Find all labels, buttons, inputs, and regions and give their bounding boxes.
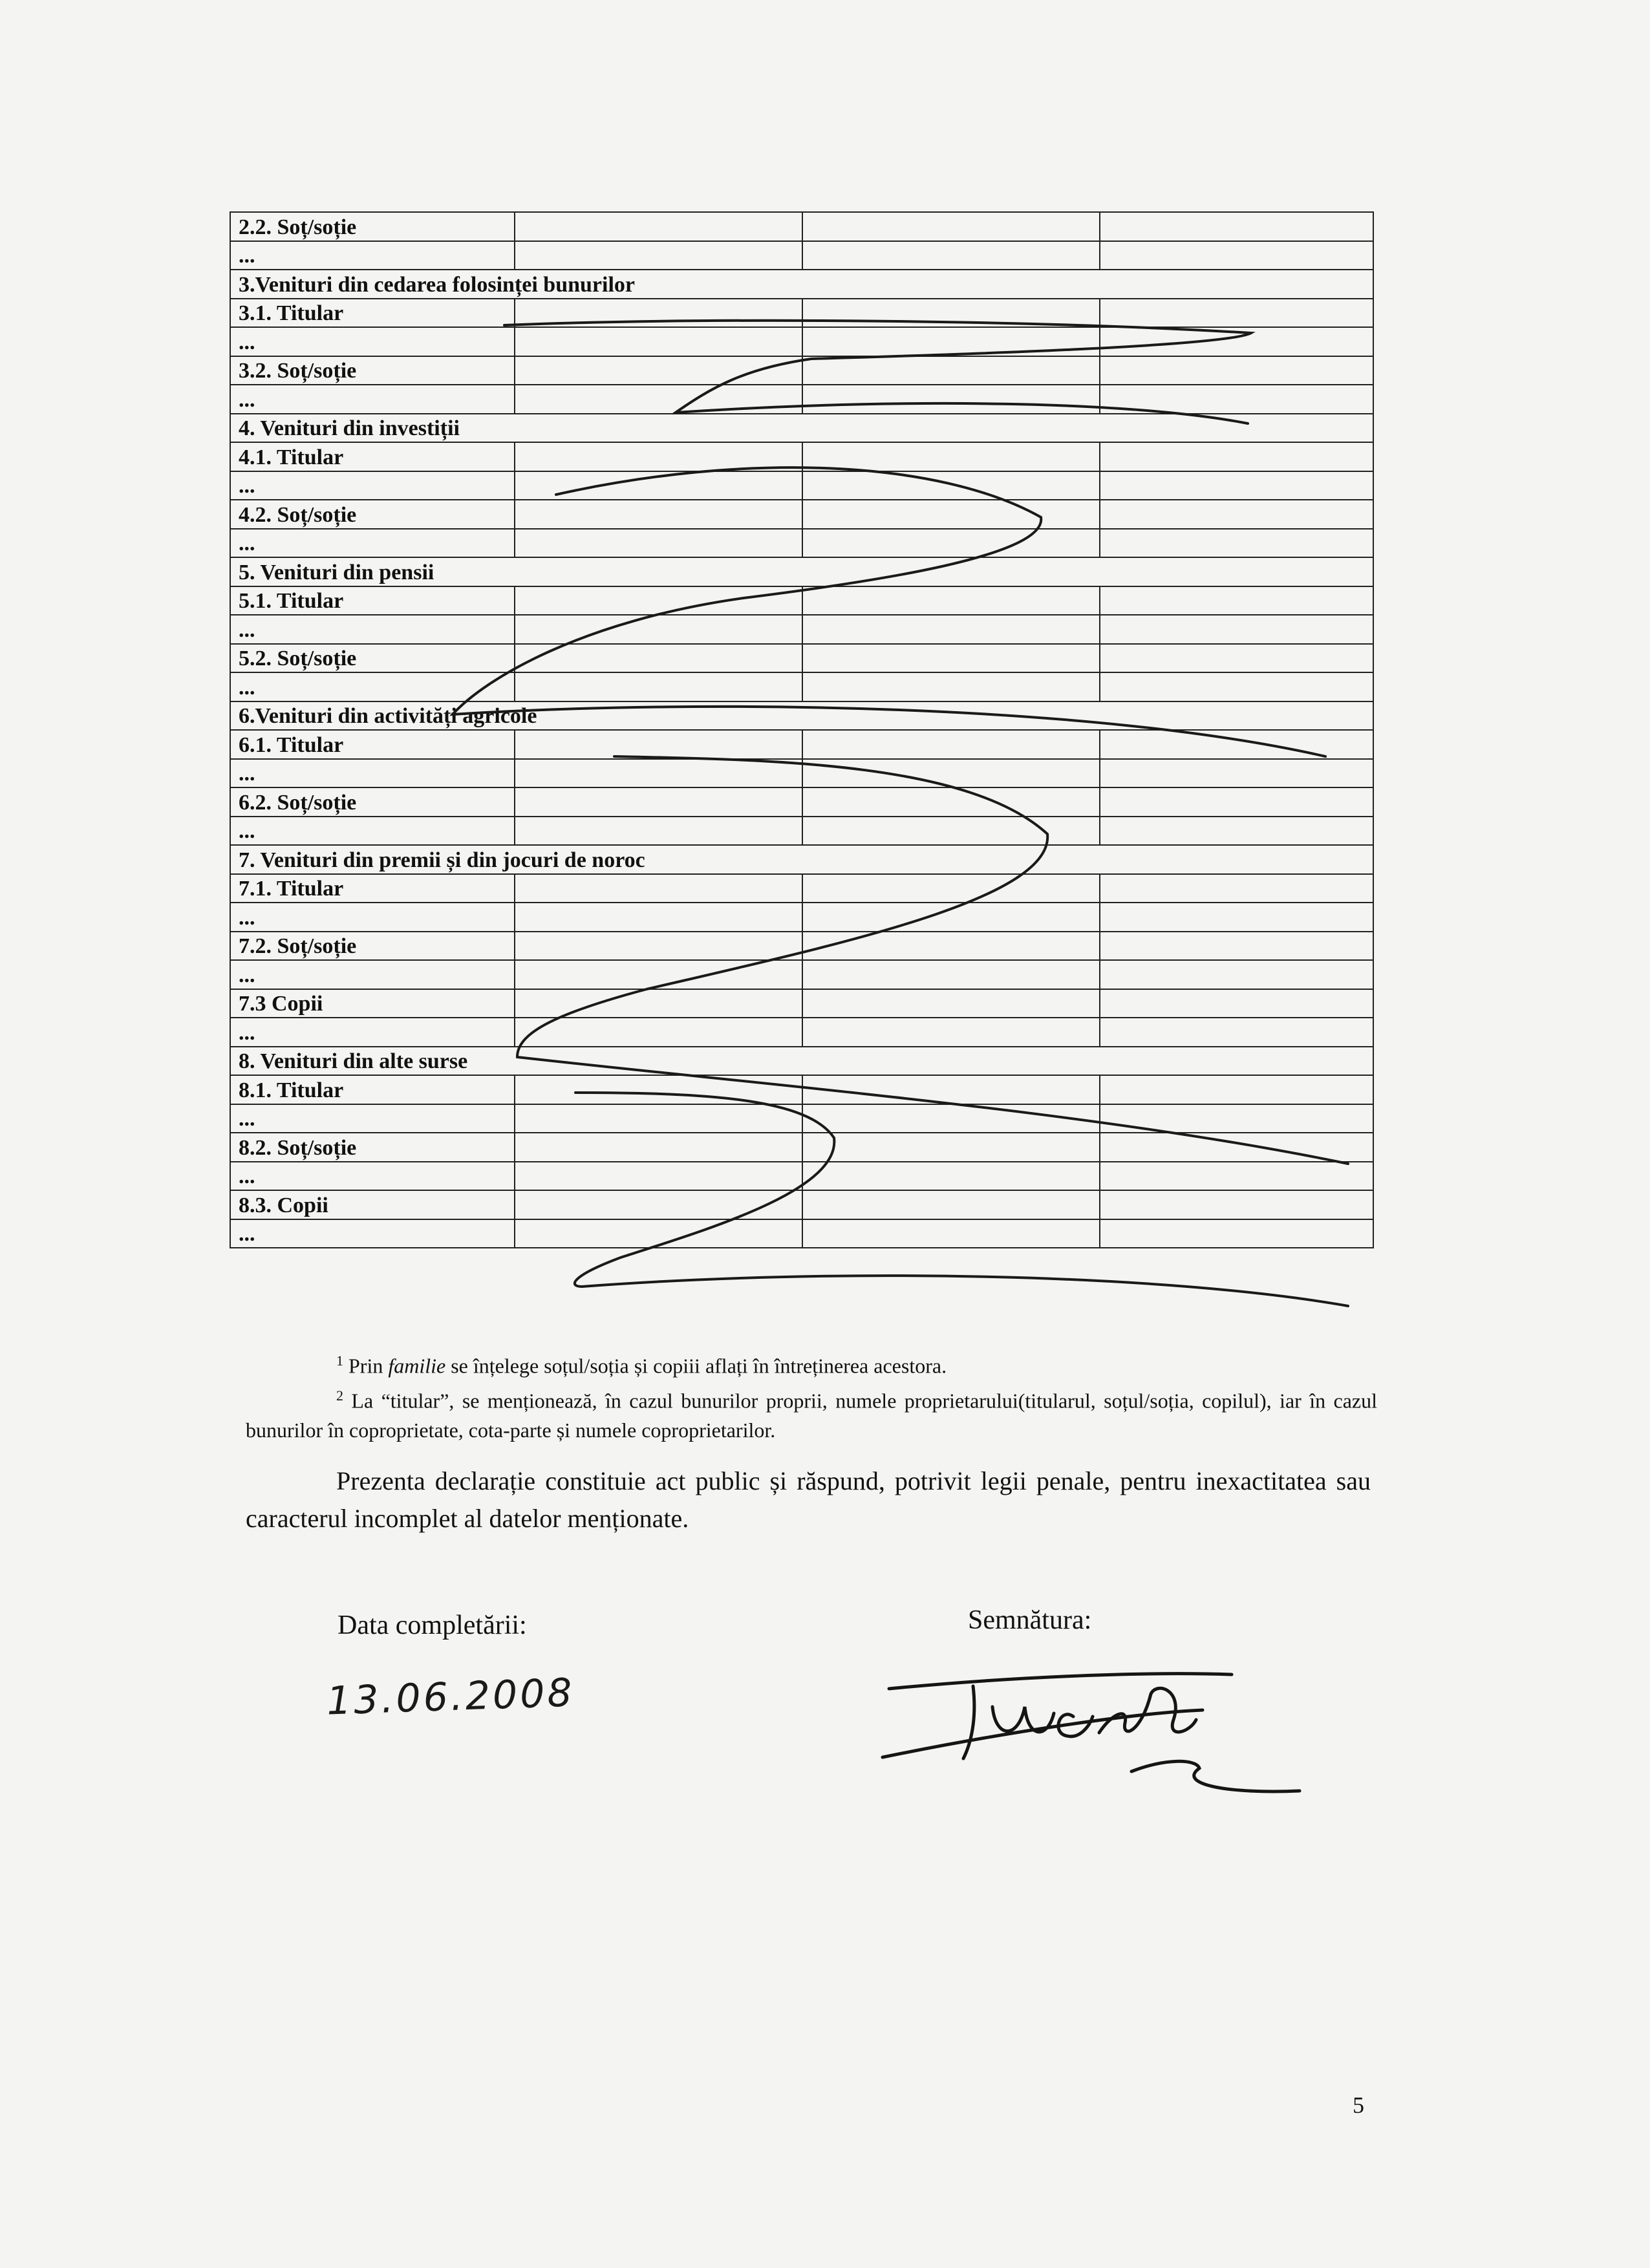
empty-cell	[1100, 299, 1373, 328]
table-row	[230, 385, 1373, 414]
empty-cell	[515, 989, 802, 1018]
empty-cell	[1100, 615, 1373, 644]
empty-cell	[515, 817, 802, 846]
empty-cell	[1100, 672, 1373, 701]
empty-cell	[515, 471, 802, 500]
footnote-1-mark: 1	[336, 1353, 343, 1369]
table-row	[230, 1018, 1373, 1047]
row-label: 7.2. Soț/soție	[230, 932, 515, 961]
empty-cell	[1100, 586, 1373, 615]
table-row	[230, 241, 1373, 270]
table-row	[230, 1133, 1373, 1162]
empty-cell	[1100, 932, 1373, 961]
row-label: ...	[230, 1018, 515, 1047]
table-row	[230, 701, 1373, 731]
declaration-statement	[246, 1462, 1371, 1537]
empty-cell	[515, 442, 802, 471]
row-label: ...	[230, 241, 515, 270]
empty-cell	[515, 356, 802, 385]
section-header: 5. Venituri din pensii	[230, 557, 1373, 586]
row-label: 6.2. Soț/soție	[230, 787, 515, 817]
row-label: ...	[230, 1162, 515, 1191]
empty-cell	[1100, 212, 1373, 241]
section-header: 6.Venituri din activități agricole	[230, 701, 1373, 731]
row-label: ...	[230, 1104, 515, 1133]
empty-cell	[515, 1133, 802, 1162]
table-row	[230, 212, 1373, 241]
footnote-2-text: La “titular”, se menționează, în cazul bunurilor proprii, numele proprietarului(titularul, soțul/soția, copilul), iar în cazul bunurilor în coproprietate, cota-parte și numele coproprietarilor.	[246, 1389, 1378, 1442]
table-row	[230, 960, 1373, 989]
table-row	[230, 1075, 1373, 1104]
table-row	[230, 529, 1373, 558]
empty-cell	[802, 327, 1100, 356]
row-label: ...	[230, 529, 515, 558]
empty-cell	[1100, 787, 1373, 817]
empty-cell	[1100, 471, 1373, 500]
empty-cell	[515, 529, 802, 558]
empty-cell	[802, 1162, 1100, 1191]
empty-cell	[802, 989, 1100, 1018]
footnote-2	[246, 1381, 1377, 1446]
empty-cell	[802, 241, 1100, 270]
empty-cell	[802, 787, 1100, 817]
table-row	[230, 644, 1373, 673]
row-label: 5.1. Titular	[230, 586, 515, 615]
table-row	[230, 1219, 1373, 1248]
footnote-2-mark: 2	[336, 1387, 343, 1404]
signature-drawing	[883, 1674, 1300, 1792]
empty-cell	[1100, 529, 1373, 558]
table-row	[230, 557, 1373, 586]
empty-cell	[1100, 356, 1373, 385]
row-label: 6.1. Titular	[230, 730, 515, 759]
empty-cell	[1100, 960, 1373, 989]
empty-cell	[515, 241, 802, 270]
empty-cell	[1100, 1219, 1373, 1248]
empty-cell	[1100, 1162, 1373, 1191]
table-row	[230, 414, 1373, 443]
empty-cell	[802, 1219, 1100, 1248]
section-header: 7. Venituri din premii și din jocuri de noroc	[230, 845, 1373, 874]
row-label: ...	[230, 759, 515, 788]
date-value: 13.06.2008	[325, 1670, 575, 1724]
row-label: ...	[230, 903, 515, 932]
row-label: ...	[230, 1219, 515, 1248]
row-label: 7.1. Titular	[230, 874, 515, 903]
section-header: 8. Venituri din alte surse	[230, 1047, 1373, 1076]
empty-cell	[1100, 1190, 1373, 1219]
empty-cell	[1100, 1104, 1373, 1133]
empty-cell	[1100, 817, 1373, 846]
empty-cell	[515, 586, 802, 615]
footnote-1-post: se înțelege soțul/soția și copiii aflați în întreținerea acestora.	[445, 1354, 947, 1378]
empty-cell	[1100, 989, 1373, 1018]
empty-cell	[515, 672, 802, 701]
empty-cell	[515, 759, 802, 788]
empty-cell	[1100, 1018, 1373, 1047]
empty-cell	[802, 586, 1100, 615]
empty-cell	[802, 471, 1100, 500]
empty-cell	[1100, 241, 1373, 270]
footnote-1-pre: Prin	[348, 1354, 389, 1378]
table-row	[230, 1190, 1373, 1219]
empty-cell	[515, 212, 802, 241]
empty-cell	[515, 500, 802, 529]
table-row	[230, 817, 1373, 846]
empty-cell	[1100, 327, 1373, 356]
footnote-1	[246, 1346, 1377, 1381]
date-label: Data completării:	[338, 1610, 527, 1640]
empty-cell	[1100, 1075, 1373, 1104]
page-number: 5	[1353, 2092, 1364, 2118]
footnotes	[246, 1346, 1377, 1445]
table-row	[230, 730, 1373, 759]
empty-cell	[515, 730, 802, 759]
empty-cell	[802, 299, 1100, 328]
empty-cell	[515, 960, 802, 989]
empty-cell	[1100, 874, 1373, 903]
empty-cell	[802, 672, 1100, 701]
row-label: ...	[230, 817, 515, 846]
empty-cell	[802, 615, 1100, 644]
table-row	[230, 932, 1373, 961]
declaration-text: Prezenta declarație constituie act public și răspund, potrivit legii penale, pentru inexactitatea sau caracterul incomplet al datelor menționate.	[246, 1466, 1371, 1533]
table-row	[230, 327, 1373, 356]
empty-cell	[515, 385, 802, 414]
empty-cell	[1100, 1133, 1373, 1162]
empty-cell	[1100, 903, 1373, 932]
table-row	[230, 299, 1373, 328]
row-label: ...	[230, 327, 515, 356]
empty-cell	[515, 299, 802, 328]
empty-cell	[802, 1190, 1100, 1219]
table-row	[230, 471, 1373, 500]
empty-cell	[802, 874, 1100, 903]
table-row	[230, 270, 1373, 299]
empty-cell	[1100, 442, 1373, 471]
income-table	[230, 211, 1374, 1248]
empty-cell	[802, 356, 1100, 385]
empty-cell	[802, 1133, 1100, 1162]
table-row	[230, 1047, 1373, 1076]
empty-cell	[1100, 385, 1373, 414]
income-table-body	[230, 212, 1373, 1248]
row-label: 7.3 Copii	[230, 989, 515, 1018]
table-row	[230, 672, 1373, 701]
empty-cell	[802, 730, 1100, 759]
empty-cell	[1100, 730, 1373, 759]
empty-cell	[802, 442, 1100, 471]
empty-cell	[515, 615, 802, 644]
table-row	[230, 356, 1373, 385]
table-row	[230, 1104, 1373, 1133]
empty-cell	[802, 932, 1100, 961]
footnote-1-italic: familie	[388, 1354, 446, 1378]
empty-cell	[802, 385, 1100, 414]
empty-cell	[515, 1075, 802, 1104]
row-label: ...	[230, 385, 515, 414]
row-label: 3.2. Soț/soție	[230, 356, 515, 385]
empty-cell	[1100, 759, 1373, 788]
empty-cell	[1100, 500, 1373, 529]
row-label: ...	[230, 960, 515, 989]
empty-cell	[515, 1219, 802, 1248]
row-label: 8.3. Copii	[230, 1190, 515, 1219]
table-row	[230, 845, 1373, 874]
row-label: 2.2. Soț/soție	[230, 212, 515, 241]
row-label: 8.2. Soț/soție	[230, 1133, 515, 1162]
table-row	[230, 615, 1373, 644]
table-row	[230, 759, 1373, 788]
row-label: 8.1. Titular	[230, 1075, 515, 1104]
empty-cell	[802, 759, 1100, 788]
row-label: 3.1. Titular	[230, 299, 515, 328]
empty-cell	[802, 644, 1100, 673]
empty-cell	[802, 1018, 1100, 1047]
empty-cell	[802, 1075, 1100, 1104]
row-label: ...	[230, 672, 515, 701]
empty-cell	[802, 529, 1100, 558]
empty-cell	[515, 903, 802, 932]
table-row	[230, 903, 1373, 932]
empty-cell	[802, 1104, 1100, 1133]
row-label: ...	[230, 615, 515, 644]
table-row	[230, 989, 1373, 1018]
empty-cell	[515, 1018, 802, 1047]
table-row	[230, 874, 1373, 903]
empty-cell	[802, 903, 1100, 932]
empty-cell	[515, 1190, 802, 1219]
empty-cell	[515, 787, 802, 817]
table-row	[230, 586, 1373, 615]
table-row	[230, 442, 1373, 471]
section-header: 3.Venituri din cedarea folosinței bunurilor	[230, 270, 1373, 299]
empty-cell	[515, 932, 802, 961]
row-label: 4.1. Titular	[230, 442, 515, 471]
row-label: 4.2. Soț/soție	[230, 500, 515, 529]
empty-cell	[802, 960, 1100, 989]
empty-cell	[1100, 644, 1373, 673]
row-label: ...	[230, 471, 515, 500]
empty-cell	[802, 500, 1100, 529]
empty-cell	[515, 874, 802, 903]
table-row	[230, 1162, 1373, 1191]
section-header: 4. Venituri din investiții	[230, 414, 1373, 443]
row-label: 5.2. Soț/soție	[230, 644, 515, 673]
signature-label: Semnătura:	[968, 1605, 1092, 1635]
empty-cell	[515, 644, 802, 673]
table-row	[230, 787, 1373, 817]
empty-cell	[515, 1104, 802, 1133]
empty-cell	[515, 1162, 802, 1191]
empty-cell	[802, 817, 1100, 846]
empty-cell	[802, 212, 1100, 241]
empty-cell	[515, 327, 802, 356]
table-row	[230, 500, 1373, 529]
